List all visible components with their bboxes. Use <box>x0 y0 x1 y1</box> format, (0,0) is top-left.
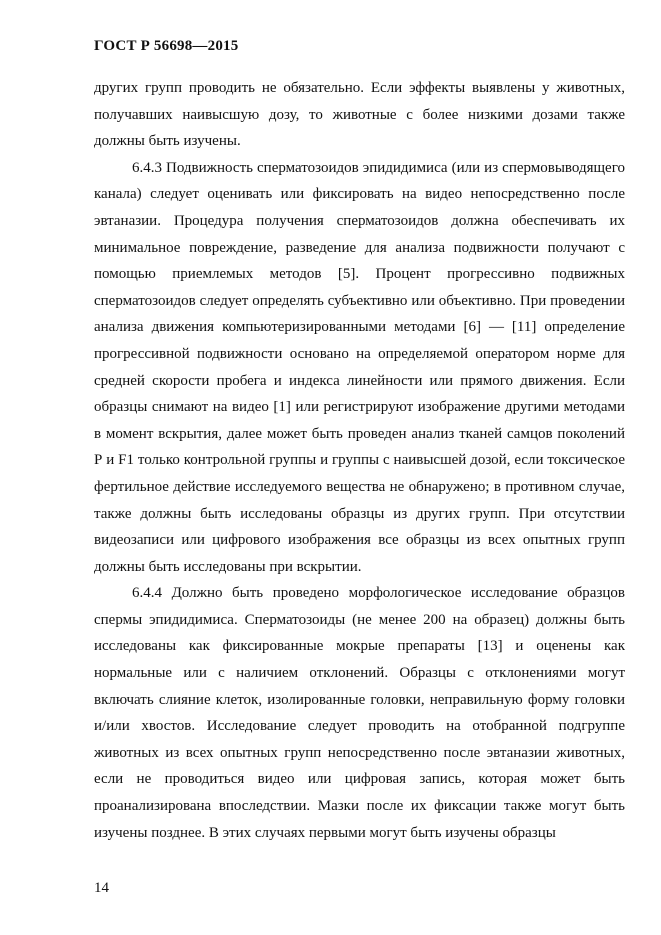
paragraph-6-4-3: 6.4.3 Подвижность сперматозоидов эпидидимиса (или из спермовыводящего канала) следует оценивать или фиксировать на видео непосредственно после эвтаназии. Процедура получения сперматозоидов должна обеспечивать их минимальное повреждение, разведение для анализа подвижности получают с помощью приемлемых методов [5]. Процент прогрессивно подвижных сперматозоидов следует определять субъективно или объективно. При проведении анализа движения компьютеризированными методами [6] — [11] определение прогрессивной подвижности основано на определяемой оператором норме для средней скорости пробега и индекса линейности или прямого движения. Если образцы снимают на видео [1] или регистрируют изображение другими методами в момент вскрытия, далее может быть проведен анализ тканей самцов поколений Р и F1 только контрольной группы и группы с наивысшей дозой, если токсическое фертильное действие исследуемого вещества не обнаружено; в противном случае, также должны быть исследованы образцы из других групп. При отсутствии видеозаписи или цифрового изображения все образцы из всех опытных групп должны быть исследованы при вскрытии. <box>94 159 625 575</box>
document-body <box>94 75 625 846</box>
paragraph-continuation: других групп проводить не обязательно. Если эффекты выявлены у животных, получавших наивысшую дозу, то животные с более низкими дозами также должны быть изучены. <box>94 80 625 150</box>
paragraph-6-4-4: 6.4.4 Должно быть проведено морфологическое исследование образцов спермы эпидидимиса. Сперматозоиды (не менее 200 на образец) должны быть исследованы как фиксированные мокрые препараты [13] и оценены как нормальные или с наличием отклонений. Образцы с отклонениями могут включать слияние клеток, изолированные головки, неправильную форму головки и/или хвостов. Исследование следует проводить на отобранной подгруппе животных из всех опытных групп непосредственно после эвтаназии животных, если не проводиться видео или цифровая запись, которая может быть проанализирована впоследствии. Мазки после их фиксации также могут быть изучены позднее. В этих случаях первыми могут быть изучены образцы <box>94 585 625 841</box>
document-header: ГОСТ Р 56698—2015 <box>94 38 239 54</box>
page-number: 14 <box>94 880 109 896</box>
